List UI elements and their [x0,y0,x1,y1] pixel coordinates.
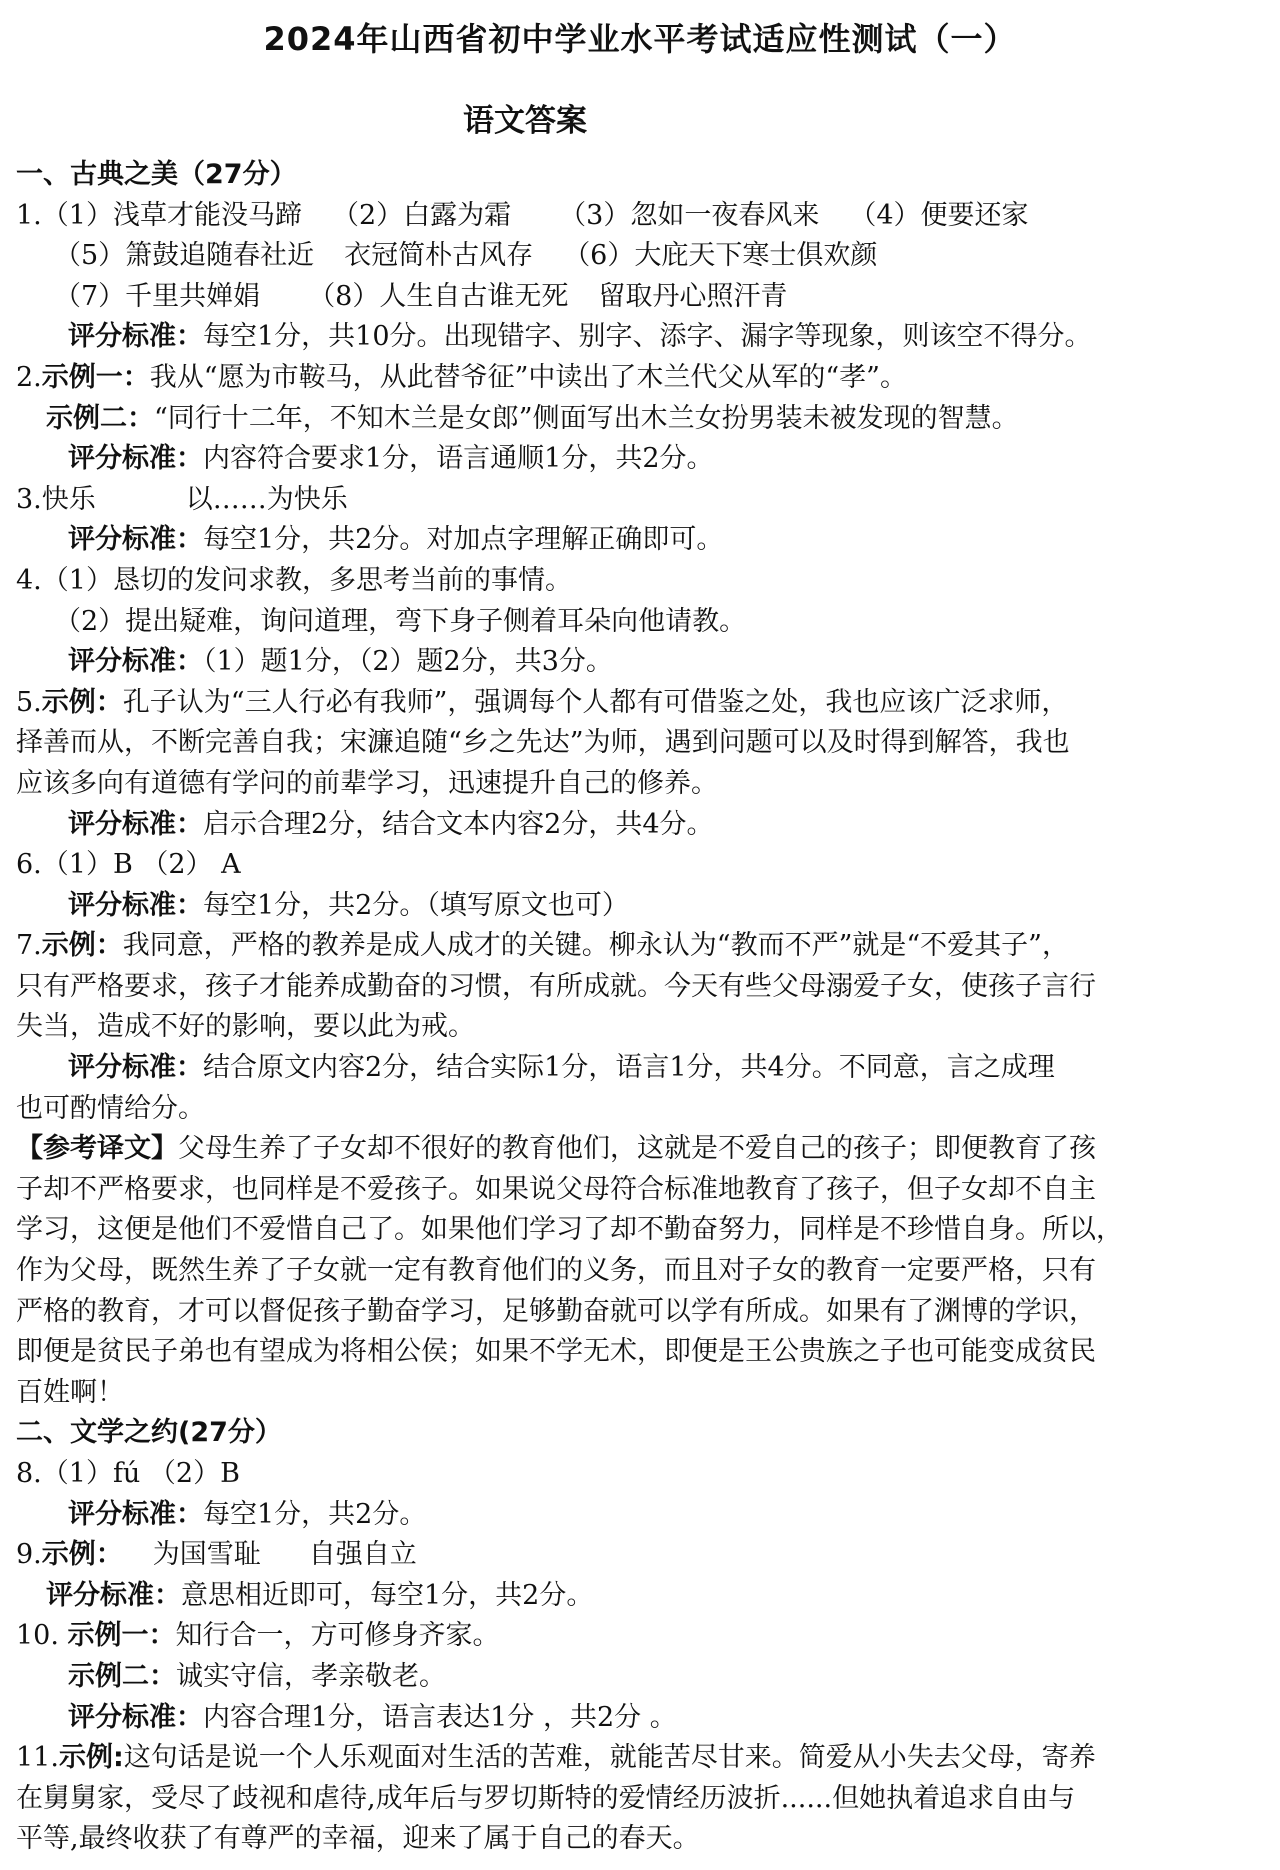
q1-line-1 [16,196,1266,237]
translation-line-1 [16,1129,1266,1170]
q10-line-1 [16,1616,1266,1657]
q10-rubric [16,1698,1266,1739]
q11-line-2: 在舅舅家，受尽了歧视和虐待,成年后与罗切斯特的爱情经历波折......但她执着追求自由与 [16,1782,1076,1814]
q2-example-1: 我从“愿为市鞍马，从此替爷征”中读出了木兰代父从军的“孝”。 [149,361,907,393]
q4-rubric [16,642,1266,683]
section-1-heading: 一、古典之美（27分） [16,159,297,190]
q4-answer-1: （1）恳切的发问求教，多思考当前的事情。 [41,564,572,596]
q6-rubric [16,886,1266,927]
q11-text-1: 这句话是说一个人乐观面对生活的苦难，就能苦尽甘来。简爱从小失去父母，寄养 [123,1742,1096,1774]
q10-rubric-label: 评分标准： [68,1701,203,1733]
q3-number: 3. [16,483,42,515]
q9-answer-1: 为国雪耻 [152,1539,261,1571]
q1-answer-8b: 留取丹心照汗青 [598,280,788,312]
q10-rubric-text: 内容合理1分，语言表达1分 ，共2分 。 [203,1701,677,1733]
translation-label: 【参考译文】 [16,1133,178,1165]
q8-rubric-text: 每空1分，共2分。 [203,1498,427,1530]
q6-line [16,845,1266,886]
q5-rubric-text: 启示合理2分，结合文本内容2分，共4分。 [203,808,714,840]
q1-answer-4: （4）便要还家 [849,199,1029,231]
q7-line-1 [16,926,1266,967]
q10-number: 10. [16,1620,59,1652]
q4-answer-2: （2）提出疑难，询问道理，弯下身子侧着耳朵向他请教。 [54,605,747,637]
q11-number: 11. [16,1742,59,1774]
q7-rubric-label: 评分标准： [68,1052,203,1084]
q4-rubric-text: （1）题1分，（2）题2分，共3分。 [203,646,613,678]
q9-rubric-text: 意思相近即可，每空1分，共2分。 [181,1579,594,1611]
q5-line-1 [16,683,1266,724]
q3-rubric [16,520,1266,561]
q9-rubric [16,1576,1266,1617]
q10-example-2: 诚实守信，孝亲敬老。 [176,1660,446,1692]
q1-line-3 [16,277,1266,318]
q1-number: 1. [16,199,42,231]
q7-line-2: 只有严格要求，孩子才能养成勤奋的习惯，有所成就。今天有些父母溺爱子女，使孩子言行 [16,970,1096,1002]
q1-answer-8: （8）人生自古谁无死 [308,280,569,312]
q5-rubric-label: 评分标准： [68,808,203,840]
q2-rubric-label: 评分标准： [68,443,203,475]
q5-line-2: 择善而从，不断完善自我；宋濂追随“乡之先达”为师，遇到问题可以及时得到解答，我也 [16,727,1070,759]
q8-rubric [16,1495,1266,1536]
q5-example-label: 示例： [41,686,123,718]
q7-rubric-continued: 也可酌情给分。 [16,1092,205,1124]
q8-line [16,1454,1266,1495]
q1-answer-7: （7）千里共婵娟 [54,280,261,312]
q2-rubric [16,439,1266,480]
q3-rubric-text: 每空1分，共2分。对加点字理解正确即可。 [203,524,724,556]
q4-rubric-label: 评分标准： [68,646,203,678]
q9-answer-2: 自强自立 [308,1539,417,1571]
translation-line-6: 即便是贫民子弟也有望成为将相公侯；如果不学无术，即便是王公贵族之子也可能变成贫民 [16,1336,1096,1368]
q1-rubric-text: 每空1分，共10分。出现错字、别字、添字、漏字等现象，则该空不得分。 [203,321,1092,353]
q5-line-3: 应该多向有道德有学问的前辈学习，迅速提升自己的修养。 [16,767,718,799]
translation-line-3: 学习，这便是他们不爱惜自己了。如果他们学习了却不勤奋努力，同样是不珍惜自身。所以， [16,1214,1123,1246]
section-2-heading: 二、文学之约(27分） [16,1417,282,1449]
q9-rubric-label: 评分标准： [46,1579,181,1611]
q3-line [16,480,1266,521]
q10-example-2-label: 示例二： [68,1660,176,1692]
q4-number: 4. [16,564,42,596]
translation-line-7: 百姓啊！ [16,1376,124,1408]
q3-answer-1: 快乐 [41,483,96,515]
q1-answer-2: （2）白露为霜 [331,199,512,231]
q10-line-2 [16,1657,1266,1698]
q7-rubric [16,1048,1266,1089]
q8-rubric-label: 评分标准： [68,1498,203,1530]
q1-answer-6: （6）大庇天下寒士俱欢颜 [563,240,878,272]
answer-body [16,155,1266,1860]
q1-rubric [16,317,1266,358]
q1-answer-1: （1）浅草才能没马蹄 [41,199,302,231]
q7-line-3: 失当，造成不好的影响，要以此为戒。 [16,1011,475,1043]
q2-example-2: “同行十二年，不知木兰是女郎”侧面写出木兰女扮男装未被发现的智慧。 [154,402,1019,434]
q2-line-2 [16,399,1266,440]
q1-rubric-label: 评分标准： [68,321,203,353]
q4-line-2 [16,602,1266,643]
q5-number: 5. [16,686,42,718]
translation-text-1: 父母生养了子女却不很好的教育他们，这就是不爱自己的孩子；即便教育了孩 [178,1133,1096,1165]
document-subtitle: 语文答案 [463,103,587,139]
q6-number: 6. [16,849,42,881]
translation-line-5: 严格的教育，才可以督促孩子勤奋学习，足够勤奋就可以学有所成。如果有了渊博的学识， [16,1295,1096,1327]
q9-number: 9. [16,1539,42,1571]
q2-number: 2. [16,361,42,393]
q6-answer: （1）B （2） A [41,849,241,881]
q3-answer-2: 以……为快乐 [185,483,348,515]
q1-answer-3: （3）忽如一夜春风来 [559,199,820,231]
q1-answer-5: （5）箫鼓追随春社近 [54,240,315,272]
q3-rubric-label: 评分标准： [68,524,203,556]
q8-answer: （1）fú （2）B [41,1458,240,1489]
q10-example-1: 知行合一，方可修身齐家。 [175,1620,500,1652]
q11-line-3: 平等,最终收获了有尊严的幸福，迎来了属于自己的春天。 [16,1823,700,1855]
q4-line-1 [16,561,1266,602]
translation-line-4: 作为父母，既然生养了子女就一定有教育他们的义务，而且对子女的教育一定要严格，只有 [16,1255,1096,1287]
q6-rubric-text: 每空1分，共2分。（填写原文也可） [203,889,629,921]
translation-line-2: 子却不严格要求，也同样是不爱孩子。如果说父母符合标准地教育了孩子，但子女却不自主 [16,1173,1096,1205]
q2-rubric-text: 内容符合要求1分，语言通顺1分，共2分。 [203,443,714,475]
q7-text-1: 我同意，严格的教养是成人成才的关键。柳永认为“教而不严”就是“不爱其子”， [122,930,1069,962]
q5-text-1: 孔子认为“三人行必有我师”，强调每个人都有可借鉴之处，我也应该广泛求师， [122,686,1069,718]
q7-example-label: 示例： [41,930,123,962]
q2-example-2-label: 示例二： [46,402,154,434]
q9-example-label: 示例： [41,1539,123,1571]
q7-number: 7. [16,930,42,962]
q8-number: 8. [16,1458,42,1489]
q11-example-label: 示例: [58,1742,124,1774]
document-title: 2024年山西省初中学业水平考试适应性测试（一） [263,20,1017,58]
q11-line-1 [16,1738,1266,1779]
q1-line-2 [16,236,1266,277]
q1-answer-5b: 衣冠简朴古风存 [344,240,534,272]
q10-example-1-label: 示例一： [67,1620,176,1652]
q2-line-1 [16,358,1266,399]
q7-rubric-text: 结合原文内容2分，结合实际1分，语言1分，共4分。不同意，言之成理 [203,1052,1055,1084]
q5-rubric [16,805,1266,846]
q9-line [16,1535,1266,1576]
q6-rubric-label: 评分标准： [68,889,203,921]
q2-example-1-label: 示例一： [41,361,150,393]
